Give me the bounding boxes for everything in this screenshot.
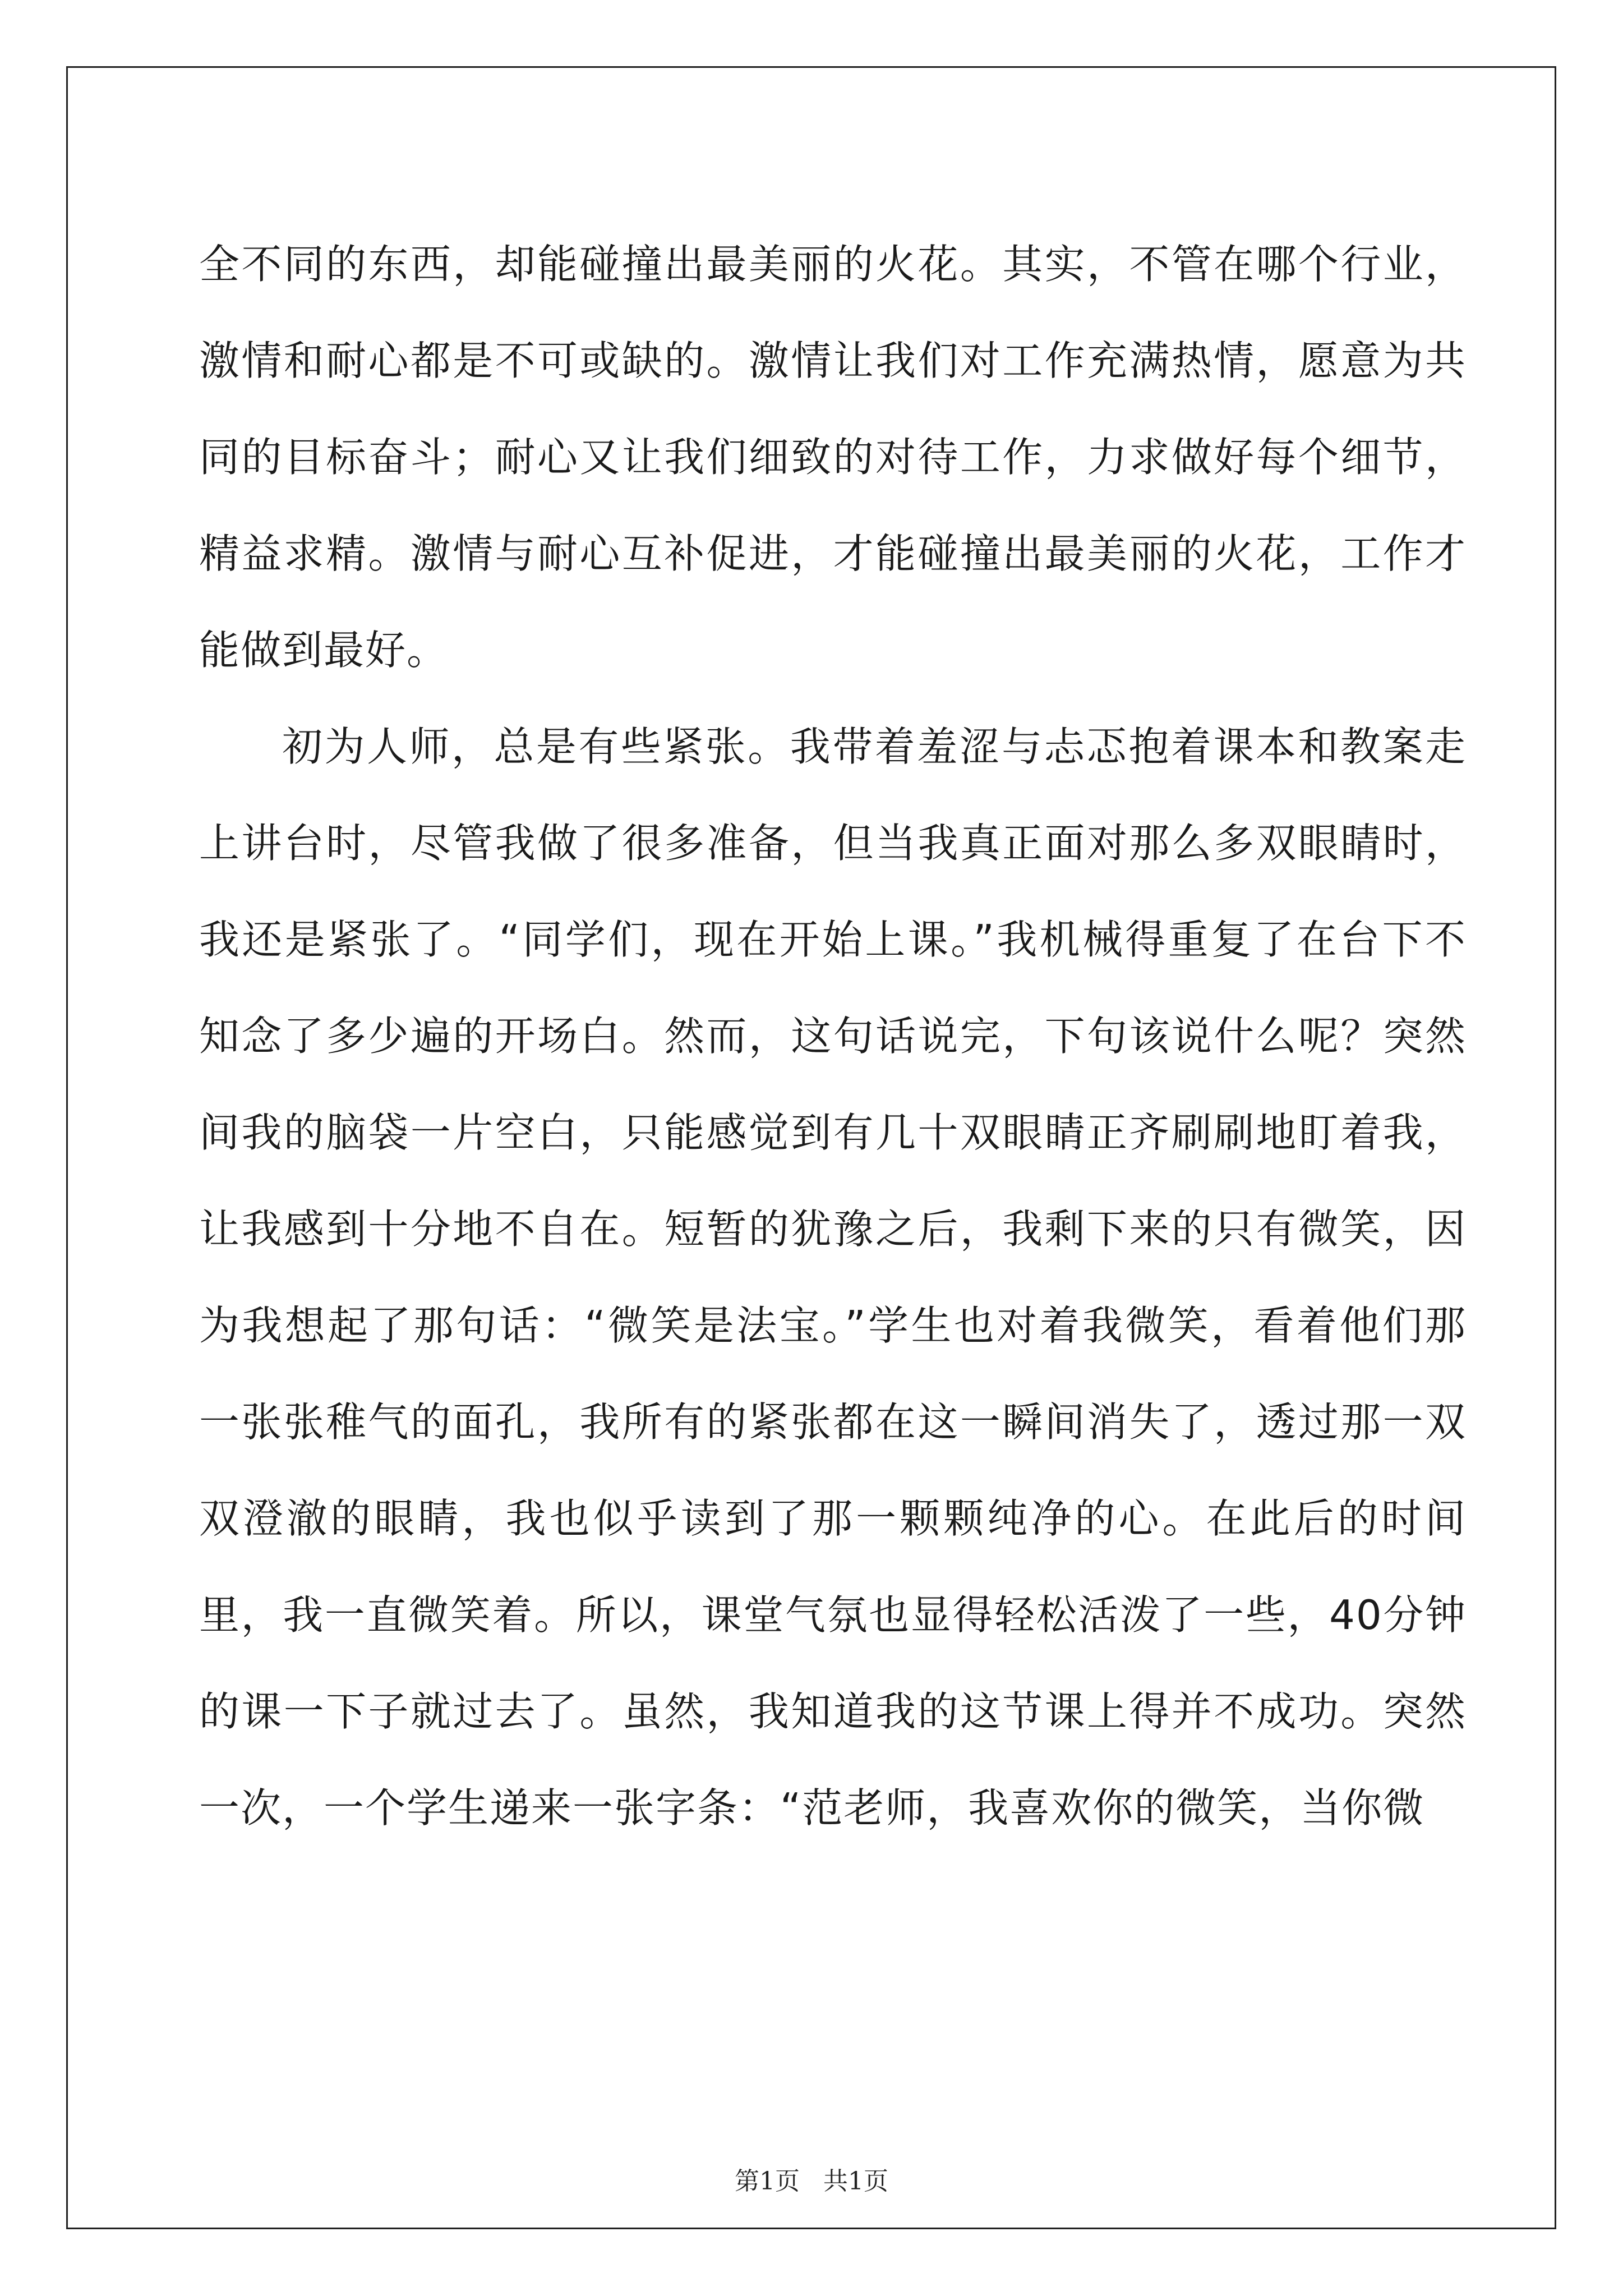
paragraph-continuation: 全不同的东西，却能碰撞出最美丽的火花。其实，不管在哪个行业，激情和耐心都是不可或缺的。激情让我们对工作充满热情，愿意为共同的目标奋斗；耐心又让我们细致的对待工作，力求做好每个细节，精益求精。激情与耐心互补促进，才能碰撞出最美丽的火花，工作才能做到最好。 — [199, 241, 1467, 674]
paragraph-first-lesson: 初为人师，总是有些紧张。我带着羞涩与忐忑抱着课本和教案走上讲台时，尽管我做了很多准备，但当我真正面对那么多双眼睛时，我还是紧张了。“同学们，现在开始上课。”我机械得重复了在台下不知念了多少遍的开场白。然而，这句话说完，下句该说什么呢？突然间我的脑袋一片空白，只能感觉到有几十双眼睛正齐刷刷地盯着我，让我感到十分地不自在。短暂的犹豫之后，我剩下来的只有微笑，因为我想起了那句话：“微笑是法宝。”学生也对着我微笑，看着他们那一张张稚气的面孔，我所有的紧张都在这一瞬间消失了，透过那一双双澄澈的眼睛，我也似乎读到了那一颗颗纯净的心。在此后的时间里，我一直微笑着。所以，课堂气氛也显得轻松活泼了一些，40分钟的课一下子就过去了。虽然，我知道我的这节课上得并不成功。突然一次，一个学生递来一张字条：“范老师，我喜欢你的微笑，当你微 — [199, 723, 1467, 1832]
page-footer — [0, 2161, 1623, 2197]
page-total: 共1页 — [823, 2167, 888, 2196]
page-number: 第1页 — [735, 2167, 800, 2196]
document-body — [199, 216, 1467, 1856]
